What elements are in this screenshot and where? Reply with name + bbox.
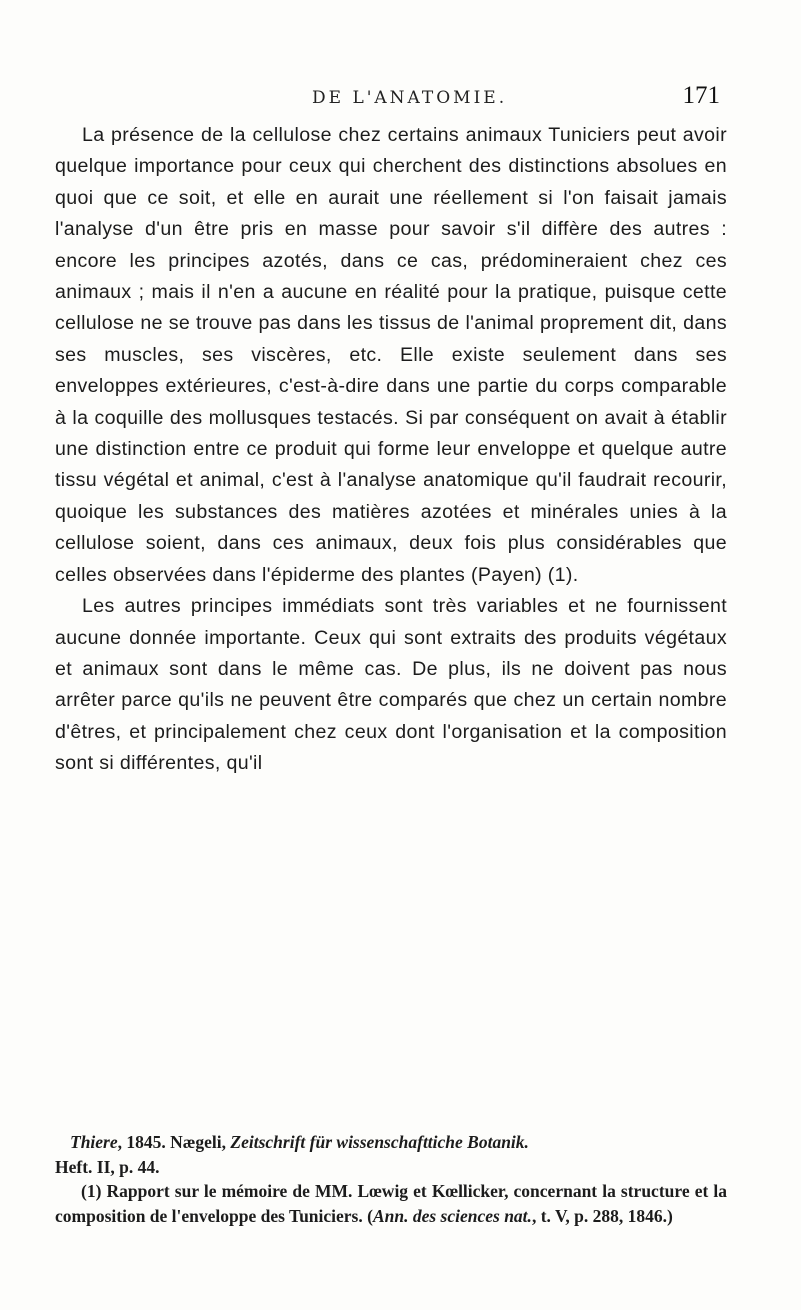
footnote-continued-line2: Heft. II, p. 44. bbox=[55, 1156, 160, 1177]
footnote-mid: , 1845. Nægeli, bbox=[117, 1132, 231, 1152]
running-head bbox=[60, 82, 720, 116]
body-text bbox=[55, 120, 727, 780]
page-number: 171 bbox=[682, 82, 720, 109]
running-title: DE L'ANATOMIE. bbox=[312, 88, 508, 108]
paragraph-autres-principes: Les autres principes immédiats sont très variables et ne fournissent aucune donnée importante. Ceux qui sont extraits des produits végétaux et animaux sont dans le même cas. De plus, ils ne doivent pas nous arrêter parce qu'ils ne peuvent être comparés que chez un certain nombre d'êtres, et principalement chez ceux dont l'organisation et la composition sont si différentes, qu'il bbox=[55, 595, 727, 775]
footnote-1-source: Ann. des sciences nat. bbox=[372, 1205, 532, 1226]
footnote-journal: Zeitschrift für wissenschafttiche Botanik. bbox=[230, 1132, 529, 1152]
footnote-1-text: (1) Rapport sur le mémoire de MM. Lœwig et Kœllicker, concernant la structure et la composition de l'enveloppe des Tuniciers. bbox=[55, 1181, 727, 1226]
footnote-continued bbox=[55, 1130, 727, 1155]
footnote-1-open: ( bbox=[367, 1205, 373, 1226]
paragraph-cellulose: La présence de la cellulose chez certains animaux Tuniciers peut avoir quelque importance pour ceux qui cherchent des distinctions absolues en quoi que ce soit, et elle en aurait une réellement si l'on faisait jamais l'analyse d'un être pris en masse pour savoir s'il diffère des autres : encore les principes azotés, dans ce cas, prédomineraient chez ces animaux ; mais il n'en a aucune en réalité pour la pratique, puisque cette cellulose ne se trouve pas dans les tissus de l'animal proprement dit, dans ses muscles, ses viscères, etc. Elle existe seulement dans ses enveloppes extérieures, c'est-à-dire dans une partie du corps comparable à la coquille des mollusques testacés. Si par conséquent on avait à établir une distinction entre ce produit qui forme leur enveloppe et quelque autre tissu végétal et animal, c'est à l'analyse anatomique qu'il faudrait recourir, quoique les substances des matières azotées et minérales unies à la cellulose soient, dans ces animaux, deux fois plus considérables que celles observées dans l'épiderme des plantes (Payen) (1). bbox=[55, 124, 727, 586]
footnote-author: Thiere bbox=[70, 1132, 118, 1152]
footnote-1-tail: , t. V, p. 288, 1846.) bbox=[531, 1205, 673, 1226]
footnotes bbox=[55, 1130, 727, 1228]
footnote-1 bbox=[55, 1179, 727, 1228]
